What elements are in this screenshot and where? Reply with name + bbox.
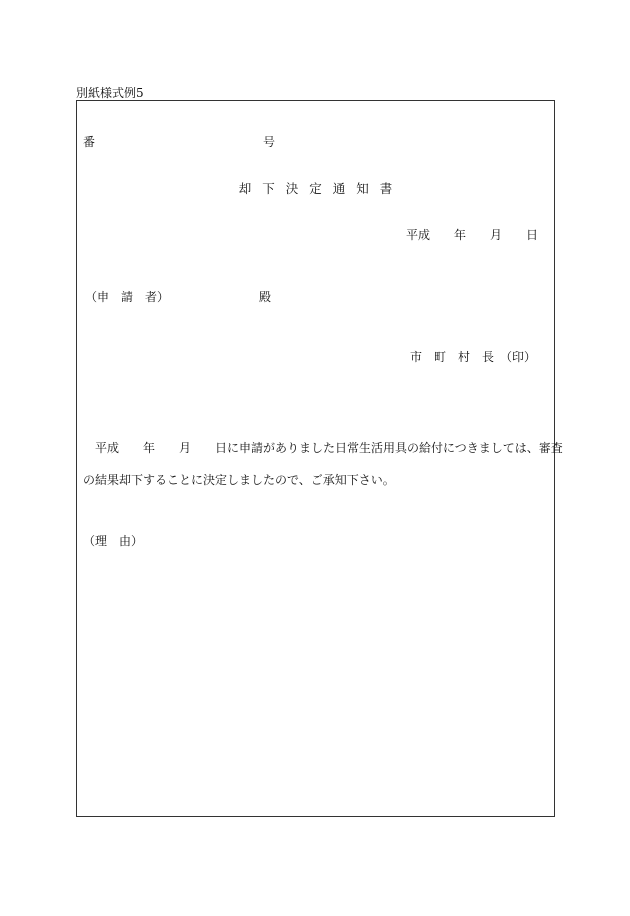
notice-form-frame	[76, 100, 563, 817]
mayor-seal-line: 市 町 村 長 （印）	[409, 350, 536, 364]
body-text-line-1: 平成 年 月 日に申請がありました日常生活用具の給付につきましては、審査	[95, 441, 563, 455]
honorific-dono: 殿	[259, 290, 272, 304]
form-sample-label: 別紙様式例5	[76, 86, 144, 100]
issue-date-line: 平成 年 月 日	[405, 228, 538, 242]
body-text-line-2: の結果却下することに決定しましたので、ご承知下さい。	[83, 473, 395, 487]
document-number-label: 番 号	[83, 135, 324, 149]
applicant-label: （申 請 者）	[85, 290, 170, 304]
reason-label: （理 由）	[83, 534, 144, 548]
document-title: 却下決定通知書	[238, 181, 404, 196]
